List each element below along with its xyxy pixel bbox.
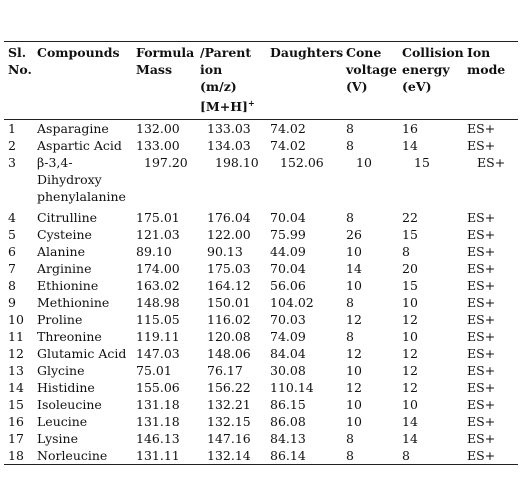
cell-compound: Asparagine (37, 121, 109, 136)
cell-parent-ion: 76.17 (207, 363, 243, 378)
table-row (4, 345, 518, 362)
cell-formula-mass: 132.00 (136, 121, 180, 136)
cell-sl-no: 18 (8, 448, 24, 463)
cell-parent-ion: 132.15 (207, 414, 251, 429)
cell-cone-voltage: 12 (346, 380, 362, 395)
header-sl-no: Sl. No. (8, 45, 32, 77)
cell-compound: Threonine (37, 329, 102, 344)
table-header (4, 42, 518, 119)
cell-daughter: 84.04 (270, 346, 306, 361)
cell-ion-mode: ES+ (477, 155, 506, 170)
cell-ion-mode: ES+ (467, 414, 496, 429)
cell-collision-energy: 14 (402, 414, 418, 429)
cell-sl-no: 7 (8, 261, 16, 276)
cell-parent-ion: 148.06 (207, 346, 251, 361)
table-row (4, 294, 518, 311)
cell-compound: Arginine (37, 261, 92, 276)
table-row (4, 430, 518, 447)
cell-cone-voltage: 10 (346, 397, 362, 412)
cell-sl-no: 17 (8, 431, 24, 446)
cell-daughter: 74.09 (270, 329, 306, 344)
cell-cone-voltage: 10 (346, 278, 362, 293)
amino-acid-mrm-table (4, 41, 518, 465)
cell-formula-mass: 89.10 (136, 244, 172, 259)
cell-ion-mode: ES+ (467, 210, 496, 225)
cell-cone-voltage: 10 (346, 363, 362, 378)
cell-daughter: 70.04 (270, 210, 306, 225)
cell-collision-energy: 14 (402, 138, 418, 153)
cell-formula-mass: 155.06 (136, 380, 180, 395)
cell-sl-no: 15 (8, 397, 24, 412)
cell-cone-voltage: 14 (346, 261, 362, 276)
cell-compound: Methionine (37, 295, 110, 310)
cell-cone-voltage: 8 (346, 210, 354, 225)
header-daughters: Daughters (270, 45, 344, 60)
cell-sl-no: 2 (8, 138, 16, 153)
cell-formula-mass: 197.20 (144, 155, 188, 170)
cell-cone-voltage: 12 (346, 346, 362, 361)
cell-formula-mass: 148.98 (136, 295, 180, 310)
cell-cone-voltage: 10 (346, 414, 362, 429)
cell-parent-ion: 150.01 (207, 295, 251, 310)
cell-ion-mode: ES+ (467, 244, 496, 259)
table-row (4, 209, 518, 226)
cell-collision-energy: 15 (414, 155, 430, 170)
cell-cone-voltage: 8 (346, 138, 354, 153)
cell-sl-no: 16 (8, 414, 24, 429)
cell-compound: Histidine (37, 380, 95, 395)
cell-ion-mode: ES+ (467, 227, 496, 242)
cell-daughter: 152.06 (280, 155, 324, 170)
cell-daughter: 86.08 (270, 414, 306, 429)
cell-parent-ion: 175.03 (207, 261, 251, 276)
cell-cone-voltage: 26 (346, 227, 362, 242)
cell-cone-voltage: 8 (346, 329, 354, 344)
cell-cone-voltage: 10 (356, 155, 372, 170)
cell-parent-ion: 132.14 (207, 448, 251, 463)
cell-sl-no: 4 (8, 210, 16, 225)
cell-formula-mass: 121.03 (136, 227, 180, 242)
cell-collision-energy: 8 (402, 244, 410, 259)
table-bottom-rule (4, 464, 518, 465)
cell-formula-mass: 175.01 (136, 210, 180, 225)
cell-daughter: 74.02 (270, 121, 306, 136)
cell-daughter: 86.14 (270, 448, 306, 463)
cell-formula-mass: 174.00 (136, 261, 180, 276)
table-body (4, 120, 518, 464)
cell-ion-mode: ES+ (467, 363, 496, 378)
cell-collision-energy: 8 (402, 448, 410, 463)
cell-collision-energy: 20 (402, 261, 418, 276)
cell-parent-ion: 132.21 (207, 397, 251, 412)
cell-compound: Proline (37, 312, 83, 327)
cell-sl-no: 12 (8, 346, 24, 361)
cell-parent-ion: 120.08 (207, 329, 251, 344)
header-compounds: Compounds (37, 45, 120, 60)
cell-parent-ion: 90.13 (207, 244, 243, 259)
table-row (4, 328, 518, 345)
cell-sl-no: 9 (8, 295, 16, 310)
cell-ion-mode: ES+ (467, 346, 496, 361)
cell-parent-ion: 133.03 (207, 121, 251, 136)
cell-compound: β-3,4- Dihydroxy phenylalanine (37, 155, 126, 204)
cell-collision-energy: 14 (402, 431, 418, 446)
table-row (4, 277, 518, 294)
cell-compound: Aspartic Acid (37, 138, 122, 153)
header-collision-energy: Collision energy (eV) (402, 45, 464, 94)
cell-collision-energy: 12 (402, 312, 418, 327)
table-row (4, 379, 518, 396)
cell-daughter: 44.09 (270, 244, 306, 259)
cell-daughter: 30.08 (270, 363, 306, 378)
cell-ion-mode: ES+ (467, 431, 496, 446)
cell-cone-voltage: 10 (346, 244, 362, 259)
cell-compound: Leucine (37, 414, 88, 429)
cell-daughter: 70.03 (270, 312, 306, 327)
table-row (4, 137, 518, 154)
cell-collision-energy: 12 (402, 363, 418, 378)
table-row (4, 226, 518, 243)
cell-daughter: 86.15 (270, 397, 306, 412)
cell-formula-mass: 146.13 (136, 431, 180, 446)
cell-compound: Ethionine (37, 278, 99, 293)
cell-ion-mode: ES+ (467, 312, 496, 327)
cell-compound: Alanine (37, 244, 85, 259)
cell-sl-no: 11 (8, 329, 24, 344)
cell-sl-no: 13 (8, 363, 24, 378)
cell-cone-voltage: 8 (346, 295, 354, 310)
table-row (4, 396, 518, 413)
cell-parent-ion: 116.02 (207, 312, 251, 327)
cell-sl-no: 6 (8, 244, 16, 259)
cell-collision-energy: 12 (402, 346, 418, 361)
header-parent-ion (200, 44, 255, 115)
cell-daughter: 74.02 (270, 138, 306, 153)
cell-parent-ion: 147.16 (207, 431, 251, 446)
cell-collision-energy: 15 (402, 278, 418, 293)
cell-daughter: 56.06 (270, 278, 306, 293)
cell-compound: Glutamic Acid (37, 346, 127, 361)
cell-ion-mode: ES+ (467, 295, 496, 310)
table-row (4, 413, 518, 430)
cell-formula-mass: 163.02 (136, 278, 180, 293)
cell-collision-energy: 10 (402, 397, 418, 412)
cell-sl-no: 10 (8, 312, 24, 327)
cell-cone-voltage: 12 (346, 312, 362, 327)
cell-sl-no: 8 (8, 278, 16, 293)
cell-daughter: 110.14 (270, 380, 314, 395)
cell-ion-mode: ES+ (467, 261, 496, 276)
cell-collision-energy: 16 (402, 121, 418, 136)
cell-parent-ion: 122.00 (207, 227, 251, 242)
cell-formula-mass: 133.00 (136, 138, 180, 153)
header-parent-ion-text: /Parent ion (m/z) [M+H] (200, 45, 252, 115)
table-row (4, 260, 518, 277)
table-row (4, 362, 518, 379)
cell-collision-energy: 22 (402, 210, 418, 225)
header-parent-ion-superscript: + (247, 98, 255, 108)
cell-ion-mode: ES+ (467, 278, 496, 293)
table-row (4, 154, 518, 209)
cell-collision-energy: 10 (402, 329, 418, 344)
cell-formula-mass: 75.01 (136, 363, 172, 378)
header-formula-mass: Formula Mass (136, 45, 195, 77)
cell-parent-ion: 156.22 (207, 380, 251, 395)
cell-sl-no: 5 (8, 227, 16, 242)
cell-formula-mass: 115.05 (136, 312, 180, 327)
cell-formula-mass: 147.03 (136, 346, 180, 361)
cell-sl-no: 3 (8, 155, 16, 170)
cell-collision-energy: 12 (402, 380, 418, 395)
cell-parent-ion: 134.03 (207, 138, 251, 153)
cell-collision-energy: 10 (402, 295, 418, 310)
cell-daughter: 84.13 (270, 431, 306, 446)
cell-formula-mass: 131.18 (136, 414, 180, 429)
cell-parent-ion: 176.04 (207, 210, 251, 225)
cell-compound: Cysteine (37, 227, 92, 242)
cell-parent-ion: 164.12 (207, 278, 251, 293)
cell-formula-mass: 131.18 (136, 397, 180, 412)
cell-formula-mass: 131.11 (136, 448, 180, 463)
cell-ion-mode: ES+ (467, 329, 496, 344)
cell-daughter: 104.02 (270, 295, 314, 310)
header-cone-voltage: Cone voltage (V) (346, 45, 397, 94)
cell-parent-ion: 198.10 (215, 155, 259, 170)
cell-compound: Citrulline (37, 210, 98, 225)
cell-compound: Norleucine (37, 448, 108, 463)
cell-ion-mode: ES+ (467, 448, 496, 463)
cell-sl-no: 1 (8, 121, 16, 136)
cell-daughter: 75.99 (270, 227, 306, 242)
cell-ion-mode: ES+ (467, 397, 496, 412)
cell-ion-mode: ES+ (467, 121, 496, 136)
table-row (4, 120, 518, 137)
cell-cone-voltage: 8 (346, 448, 354, 463)
cell-ion-mode: ES+ (467, 380, 496, 395)
cell-cone-voltage: 8 (346, 431, 354, 446)
table-row (4, 311, 518, 328)
table-row (4, 447, 518, 464)
header-ion-mode: Ion mode (467, 45, 506, 77)
table-row (4, 243, 518, 260)
cell-sl-no: 14 (8, 380, 24, 395)
cell-cone-voltage: 8 (346, 121, 354, 136)
cell-compound: Glycine (37, 363, 85, 378)
cell-compound: Lysine (37, 431, 79, 446)
cell-compound: Isoleucine (37, 397, 102, 412)
cell-formula-mass: 119.11 (136, 329, 180, 344)
cell-ion-mode: ES+ (467, 138, 496, 153)
cell-collision-energy: 15 (402, 227, 418, 242)
cell-daughter: 70.04 (270, 261, 306, 276)
